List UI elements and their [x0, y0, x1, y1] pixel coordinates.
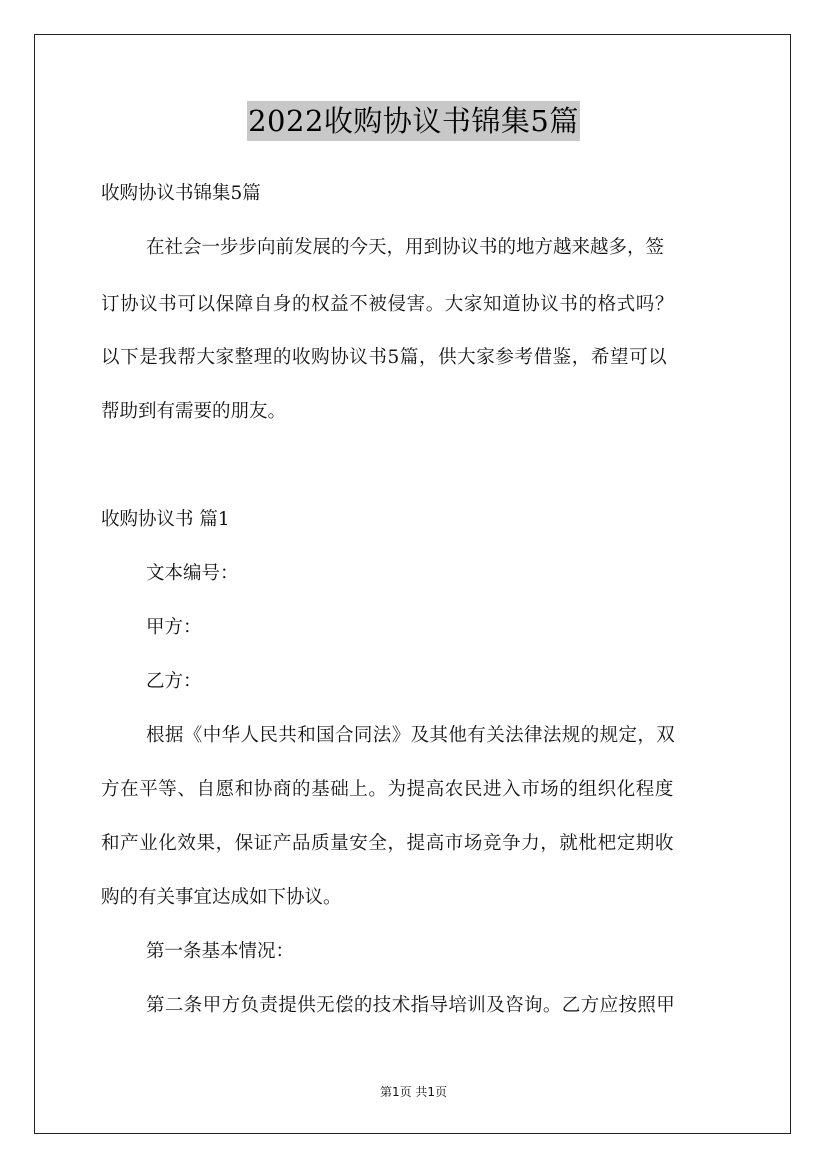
article-1: 第一条基本情况：	[146, 941, 295, 962]
body-line-2: 方在平等、自愿和协商的基础上。为提高农民进入市场的组织化程度	[101, 779, 675, 800]
body-line-1: 根据《中华人民共和国合同法》及其他有关法律法规的规定，双	[146, 725, 676, 746]
intro-line-4: 帮助到有需要的朋友。	[101, 401, 287, 422]
section-heading: 收购协议书 篇1	[101, 509, 230, 530]
party-a-field: 甲方：	[146, 617, 202, 638]
party-b-field: 乙方：	[146, 671, 202, 692]
document-subtitle: 收购协议书锦集5篇	[101, 183, 261, 204]
title-container	[0, 101, 827, 141]
body-line-4: 购的有关事宜达成如下协议。	[101, 887, 342, 908]
page-footer: 第1页 共1页	[379, 1085, 448, 1099]
intro-line-3: 以下是我帮大家整理的收购协议书5篇，供大家参考借鉴，希望可以	[101, 347, 668, 368]
intro-line-1	[146, 236, 727, 260]
intro-line-1-text: 在社会一步步向前发展的今天，用到协议书的地方越来越多，签	[146, 237, 665, 258]
body-line-3: 和产业化效果，保证产品质量安全，提高市场竞争力，就枇杷定期收	[101, 833, 675, 854]
document-title: 2022收购协议书锦集5篇	[247, 101, 580, 141]
intro-line-2: 订协议书可以保障自身的权益不被侵害。大家知道协议书的格式吗？	[101, 294, 675, 315]
article-2: 第二条甲方负责提供无偿的技术指导培训及咨询。乙方应按照甲	[146, 995, 676, 1016]
doc-number-field: 文本编号：	[146, 563, 239, 584]
